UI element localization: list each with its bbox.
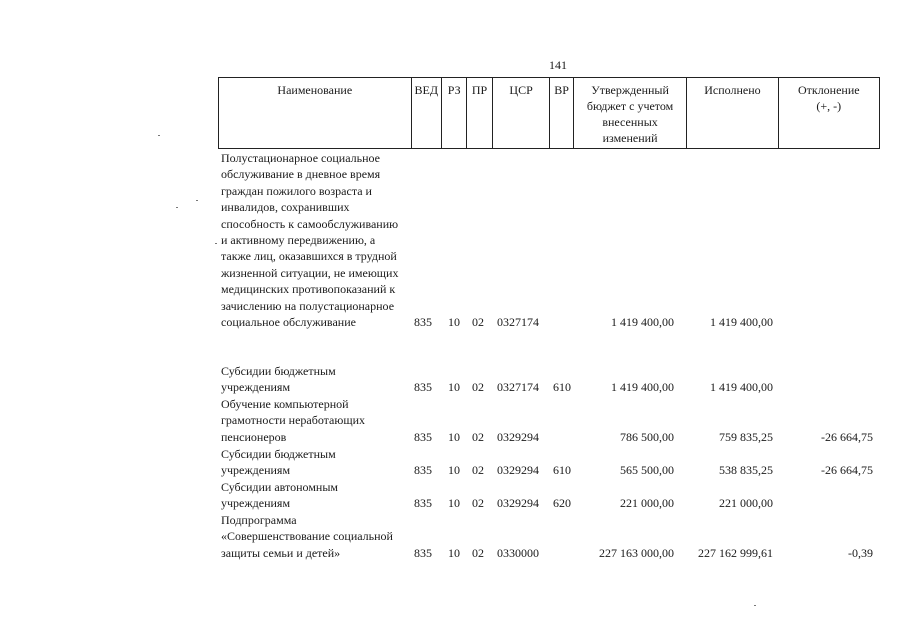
table-row [0,150,905,330]
row-ved: 835 [414,545,432,560]
scan-speck [196,200,198,201]
header-csr: ЦСР [492,78,550,149]
header-name: Наименование [219,78,412,149]
table-row [0,446,905,479]
row-name: Подпрограмма «Совершенствование социальной защиты семьи и детей» [221,513,393,560]
scan-speck [754,605,756,606]
row-csr: 0329294 [497,496,539,511]
row-executed: 759 835,25 [719,429,773,444]
row-executed: 538 835,25 [719,463,773,478]
row-csr: 0330000 [497,545,539,560]
row-pr: 02 [472,463,484,478]
table-row [0,363,905,396]
row-approved: 1 419 400,00 [611,380,674,395]
row-vr: 620 [553,496,571,511]
table-header [218,77,880,149]
header-pr: ПР [467,78,492,149]
row-csr: 0329294 [497,463,539,478]
row-approved: 565 500,00 [620,463,674,478]
row-pr: 02 [472,380,484,395]
header-vr: ВР [550,78,573,149]
row-rz: 10 [448,496,460,511]
row-csr: 0327174 [497,315,539,330]
row-executed: 221 000,00 [719,496,773,511]
row-deviation: -26 664,75 [821,463,873,478]
row-approved: 221 000,00 [620,496,674,511]
row-csr: 0329294 [497,429,539,444]
row-vr: 610 [553,463,571,478]
header-approved: Утвержденный бюджет с учетом внесенных изменений [573,78,687,149]
table-row [0,512,905,561]
row-approved: 786 500,00 [620,429,674,444]
row-ved: 835 [414,315,432,330]
row-rz: 10 [448,429,460,444]
page-number: 141 [549,58,567,72]
row-ved: 835 [414,463,432,478]
row-rz: 10 [448,380,460,395]
row-rz: 10 [448,545,460,560]
scan-speck [176,207,178,208]
row-executed: 1 419 400,00 [710,380,773,395]
row-executed: 227 162 999,61 [698,545,773,560]
row-name: Субсидии бюджетным учреждениям [221,447,336,478]
row-name: Субсидии бюджетным учреждениям [221,364,336,395]
table-row [0,479,905,512]
header-executed: Исполнено [687,78,778,149]
scan-speck [215,243,217,244]
row-ved: 835 [414,496,432,511]
row-approved: 227 163 000,00 [599,545,674,560]
row-vr: 610 [553,380,571,395]
row-pr: 02 [472,545,484,560]
row-ved: 835 [414,380,432,395]
scan-speck [158,135,160,136]
row-csr: 0327174 [497,380,539,395]
row-ved: 835 [414,429,432,444]
row-rz: 10 [448,463,460,478]
row-name: Субсидии автономным учреждениям [221,480,338,511]
header-rz: РЗ [442,78,467,149]
row-pr: 02 [472,496,484,511]
row-rz: 10 [448,315,460,330]
table-row [0,396,905,445]
row-name: Обучение компьютерной грамотности неработающих пенсионеров [221,397,366,444]
row-deviation: -26 664,75 [821,429,873,444]
row-deviation: -0,39 [848,545,873,560]
row-approved: 1 419 400,00 [611,315,674,330]
row-pr: 02 [472,429,484,444]
row-pr: 02 [472,315,484,330]
header-ved: ВЕД [411,78,441,149]
row-name: Полустационарное социальное обслуживание в дневное время граждан пожилого возраста и инвалидов, сохранивших способность к самообслуживанию и активному передвижению, а также лиц, оказавшихся в трудной жизненной ситуации, не имеющих медицинских противопоказаний к зачислению на полустационарное социальное обслуживание [221,151,399,330]
header-deviation: Отклонение (+, -) [778,78,879,149]
row-executed: 1 419 400,00 [710,315,773,330]
